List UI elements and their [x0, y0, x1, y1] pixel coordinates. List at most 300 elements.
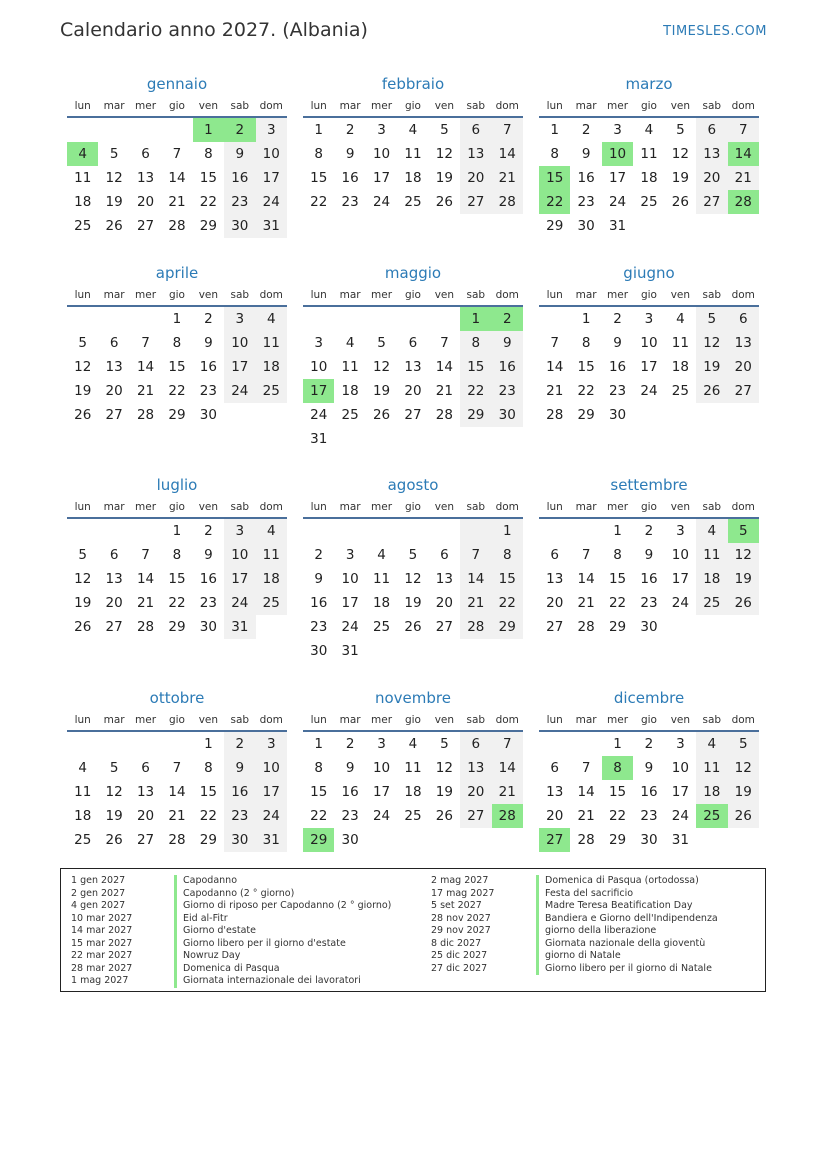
day-cell: 21 [168, 194, 186, 210]
weekday-label: sab [466, 100, 486, 112]
days-grid [303, 519, 523, 663]
day-cell: 27 [136, 218, 155, 234]
day-cell: 28 [168, 218, 186, 234]
month-name: giugno [623, 264, 675, 282]
day-cell: 12 [728, 756, 759, 780]
day-cell: 9 [345, 146, 355, 162]
weekday-label: lun [310, 714, 327, 726]
day-cell: 3 [676, 736, 685, 752]
day-cell: 3 [224, 519, 255, 543]
day-cell: 15 [492, 567, 523, 591]
day-cell: 1 [550, 122, 559, 138]
weekday-label: gio [168, 289, 185, 301]
day-cell: 20 [435, 595, 453, 611]
weekday-label: ven [434, 289, 455, 301]
day-cell: 30 [640, 832, 658, 848]
day-cell: 23 [577, 194, 595, 210]
day-cell: 21 [136, 595, 155, 611]
day-cell: 6 [460, 118, 491, 142]
day-cell: 21 [728, 166, 759, 190]
empty-cell [539, 307, 570, 331]
empty-cell [460, 519, 491, 543]
day-cell: 10 [224, 331, 255, 355]
holiday-date: 2 mag 2027 [431, 875, 489, 886]
day-cell: 2 [204, 311, 213, 327]
day-cell: 16 [224, 166, 255, 190]
day-cell: 29 [168, 619, 186, 635]
day-cell: 13 [105, 571, 123, 587]
day-cell: 29 [199, 832, 217, 848]
day-cell: 20 [546, 595, 564, 611]
day-cell: 29 [492, 615, 523, 639]
day-cell: 29 [577, 407, 595, 423]
day-cell: 17 [341, 595, 359, 611]
day-cell: 7 [728, 118, 759, 142]
day-cell: 27 [404, 407, 422, 423]
day-cell: 9 [492, 331, 523, 355]
day-cell: 8 [204, 760, 213, 776]
day-cell: 31 [341, 643, 359, 659]
holiday-name: Festa del sacrificio [536, 888, 633, 901]
day-cell: 3 [256, 732, 287, 756]
month-marzo [539, 72, 759, 238]
day-cell: 27 [105, 407, 123, 423]
weekday-label: gio [640, 289, 657, 301]
day-cell: 21 [168, 808, 186, 824]
day-cell: 15 [608, 784, 627, 800]
empty-cell [539, 732, 570, 756]
day-cell: 20 [728, 355, 759, 379]
day-cell: 29 [199, 218, 217, 234]
empty-cell [130, 118, 161, 142]
day-cell: 4 [408, 736, 418, 752]
day-cell: 25 [256, 379, 287, 403]
day-cell: 30 [310, 643, 328, 659]
day-cell: 6 [141, 146, 150, 162]
holiday-date: 8 dic 2027 [431, 937, 482, 949]
weekday-label: ven [670, 501, 691, 513]
day-cell: 6 [696, 118, 727, 142]
day-cell: 23 [224, 190, 255, 214]
day-cell: 10 [671, 547, 689, 563]
day-cell: 18 [341, 383, 359, 399]
day-cell: 12 [671, 146, 689, 162]
empty-cell [366, 307, 397, 331]
holiday-date: 10 mar 2027 [71, 912, 133, 924]
days-grid [303, 118, 523, 214]
weekday-label: lun [546, 100, 563, 112]
empty-cell [334, 307, 365, 331]
day-cell: 30 [608, 407, 627, 423]
day-cell: 1 [492, 519, 523, 543]
day-cell: 13 [136, 170, 155, 186]
day-cell: 21 [546, 383, 564, 399]
day-cell: 15 [608, 571, 627, 587]
empty-cell [67, 307, 98, 331]
day-cell: 3 [256, 118, 287, 142]
day-cell: 2 [224, 732, 255, 756]
weekday-label: sab [230, 501, 250, 513]
day-cell: 23 [341, 194, 359, 210]
day-cell: 11 [74, 170, 92, 186]
holiday-name: Bandiera e Giorno dell'Indipendenza [536, 913, 718, 926]
day-cell: 12 [74, 571, 92, 587]
weekday-header [67, 710, 287, 732]
day-cell: 24 [341, 619, 359, 635]
day-cell: 5 [408, 547, 418, 563]
day-cell: 4 [377, 547, 386, 563]
weekday-label: dom [259, 289, 283, 301]
day-cell: 20 [460, 166, 491, 190]
day-cell: 6 [460, 732, 491, 756]
weekday-label: dom [731, 501, 755, 513]
day-cell: 12 [105, 170, 123, 186]
day-cell: 15 [577, 359, 595, 375]
month-name: agosto [387, 476, 439, 494]
day-cell: 8 [172, 547, 182, 563]
day-cell: 15 [199, 170, 217, 186]
day-cell: 27 [460, 190, 491, 214]
empty-cell [161, 118, 192, 142]
weekday-label: lun [310, 100, 327, 112]
day-cell: 15 [460, 355, 491, 379]
weekday-label: lun [74, 100, 91, 112]
day-cell: 5 [440, 122, 449, 138]
day-cell: 31 [310, 431, 328, 447]
day-cell: 31 [256, 214, 287, 238]
day-cell: 12 [404, 571, 422, 587]
day-cell: 12 [105, 784, 123, 800]
day-cell: 3 [224, 307, 255, 331]
day-cell: 20 [546, 808, 564, 824]
day-cell: 22 [608, 808, 627, 824]
weekday-label: lun [74, 501, 91, 513]
day-cell: 26 [728, 804, 759, 828]
day-cell: 27 [136, 832, 155, 848]
day-cell: 8 [460, 331, 491, 355]
empty-cell [303, 519, 334, 543]
weekday-label: sab [466, 501, 486, 513]
day-cell: 12 [372, 359, 391, 375]
day-cell: 22 [168, 595, 186, 611]
holiday-day-cell: 29 [303, 828, 334, 852]
holiday-name: Domenica di Pasqua (ortodossa) [536, 875, 699, 888]
weekday-label: gio [640, 100, 657, 112]
day-cell: 7 [172, 146, 182, 162]
weekday-label: dom [495, 714, 519, 726]
empty-cell [130, 732, 161, 756]
day-cell: 31 [608, 218, 627, 234]
weekday-label: sab [466, 714, 486, 726]
weekday-label: mar [339, 501, 361, 513]
day-cell: 9 [224, 142, 255, 166]
day-cell: 14 [492, 756, 523, 780]
day-cell: 29 [546, 218, 564, 234]
day-cell: 17 [256, 166, 287, 190]
day-cell: 14 [168, 784, 186, 800]
empty-cell [67, 118, 98, 142]
day-cell: 2 [204, 523, 213, 539]
weekday-label: mer [135, 501, 157, 513]
day-cell: 23 [310, 619, 328, 635]
day-cell: 22 [492, 591, 523, 615]
holiday-day-cell: 1 [460, 307, 491, 331]
day-cell: 24 [224, 379, 255, 403]
day-cell: 26 [105, 832, 123, 848]
day-cell: 9 [345, 760, 355, 776]
weekday-label: lun [546, 289, 563, 301]
day-cell: 8 [550, 146, 559, 162]
day-cell: 9 [581, 146, 591, 162]
day-cell: 22 [310, 194, 328, 210]
weekday-label: mar [575, 714, 597, 726]
holiday-name: Capodanno (2 ° giorno) [174, 888, 294, 901]
day-cell: 9 [644, 760, 654, 776]
weekday-label: ven [670, 289, 691, 301]
day-cell: 3 [314, 335, 323, 351]
day-cell: 9 [204, 547, 213, 563]
weekday-header [67, 285, 287, 307]
weekday-label: sab [230, 714, 250, 726]
days-grid [67, 118, 287, 238]
day-cell: 28 [136, 619, 155, 635]
weekday-header [303, 285, 523, 307]
month-novembre [303, 686, 523, 852]
weekday-header [67, 497, 287, 519]
holiday-day-cell: 10 [602, 142, 633, 166]
holiday-day-cell: 17 [303, 379, 334, 403]
day-cell: 7 [581, 760, 591, 776]
day-cell: 27 [546, 619, 564, 635]
day-cell: 16 [608, 359, 627, 375]
weekday-label: mer [371, 100, 393, 112]
day-cell: 2 [613, 311, 622, 327]
day-cell: 17 [372, 170, 391, 186]
day-cell: 24 [256, 804, 287, 828]
day-cell: 4 [644, 122, 654, 138]
day-cell: 18 [256, 567, 287, 591]
day-cell: 23 [199, 595, 217, 611]
day-cell: 5 [676, 122, 685, 138]
day-cell: 4 [696, 519, 727, 543]
day-cell: 10 [372, 760, 391, 776]
weekday-label: dom [259, 100, 283, 112]
day-cell: 17 [671, 571, 689, 587]
holiday-day-cell: 25 [696, 804, 727, 828]
empty-cell [334, 519, 365, 543]
day-cell: 18 [404, 170, 422, 186]
month-luglio [67, 473, 287, 639]
day-cell: 10 [671, 760, 689, 776]
holiday-day-cell: 27 [539, 828, 570, 852]
empty-cell [397, 307, 428, 331]
weekday-label: lun [74, 714, 91, 726]
day-cell: 19 [372, 383, 391, 399]
day-cell: 5 [109, 146, 119, 162]
day-cell: 4 [408, 122, 418, 138]
weekday-label: mer [371, 714, 393, 726]
weekday-label: lun [546, 501, 563, 513]
day-cell: 24 [671, 595, 689, 611]
day-cell: 11 [74, 784, 92, 800]
day-cell: 24 [224, 591, 255, 615]
weekday-header [303, 96, 523, 118]
day-cell: 28 [168, 832, 186, 848]
day-cell: 5 [377, 335, 386, 351]
weekday-label: gio [404, 100, 421, 112]
weekday-label: sab [702, 501, 722, 513]
day-cell: 22 [199, 194, 217, 210]
day-cell: 3 [644, 311, 654, 327]
weekday-label: mar [103, 289, 125, 301]
weekday-label: mar [575, 100, 597, 112]
month-maggio [303, 261, 523, 451]
holiday-name: Giorno libero per il giorno di Natale [536, 963, 712, 976]
day-cell: 24 [372, 194, 391, 210]
day-cell: 21 [435, 383, 453, 399]
empty-cell [397, 519, 428, 543]
weekday-label: sab [230, 289, 250, 301]
day-cell: 26 [74, 407, 92, 423]
day-cell: 21 [492, 166, 523, 190]
day-cell: 10 [640, 335, 658, 351]
day-cell: 14 [577, 571, 595, 587]
day-cell: 17 [224, 355, 255, 379]
day-cell: 10 [341, 571, 359, 587]
days-grid [67, 307, 287, 427]
days-grid [539, 519, 759, 639]
weekday-label: ven [198, 714, 219, 726]
holiday-day-cell: 5 [728, 519, 759, 543]
day-cell: 14 [136, 359, 155, 375]
day-cell: 3 [676, 523, 685, 539]
weekday-label: mar [575, 501, 597, 513]
day-cell: 1 [613, 523, 622, 539]
weekday-label: gio [404, 714, 421, 726]
holiday-name: Giornata internazionale dei lavoratori [174, 975, 361, 988]
day-cell: 11 [671, 335, 689, 351]
day-cell: 18 [256, 355, 287, 379]
day-cell: 20 [404, 383, 422, 399]
day-cell: 20 [136, 808, 155, 824]
day-cell: 23 [608, 383, 627, 399]
day-cell: 13 [136, 784, 155, 800]
day-cell: 8 [581, 335, 591, 351]
empty-cell [570, 732, 601, 756]
day-cell: 22 [199, 808, 217, 824]
day-cell: 23 [224, 804, 255, 828]
holiday-day-cell: 8 [602, 756, 633, 780]
day-cell: 13 [546, 571, 564, 587]
month-febbraio [303, 72, 523, 214]
day-cell: 13 [435, 571, 453, 587]
day-cell: 1 [581, 311, 591, 327]
day-cell: 7 [492, 732, 523, 756]
weekday-label: sab [702, 714, 722, 726]
day-cell: 23 [640, 595, 658, 611]
day-cell: 26 [74, 619, 92, 635]
day-cell: 27 [435, 619, 453, 635]
day-cell: 11 [404, 760, 422, 776]
holiday-name: giorno di Natale [536, 950, 621, 963]
holiday-day-cell: 4 [67, 142, 98, 166]
day-cell: 17 [372, 784, 391, 800]
month-name: aprile [155, 264, 199, 282]
day-cell: 29 [608, 619, 627, 635]
day-cell: 25 [404, 808, 422, 824]
weekday-label: ven [434, 100, 455, 112]
weekday-label: gio [640, 501, 657, 513]
weekday-header [539, 497, 759, 519]
weekday-label: lun [310, 289, 327, 301]
day-cell: 21 [460, 591, 491, 615]
day-cell: 27 [105, 619, 123, 635]
weekday-label: sab [466, 289, 486, 301]
day-cell: 19 [105, 194, 123, 210]
day-cell: 9 [314, 571, 323, 587]
holiday-day-cell: 14 [728, 142, 759, 166]
day-cell: 23 [492, 379, 523, 403]
holiday-legend [60, 868, 766, 992]
weekday-label: dom [259, 714, 283, 726]
day-cell: 19 [74, 383, 92, 399]
day-cell: 30 [640, 619, 658, 635]
month-name: marzo [625, 75, 673, 93]
day-cell: 7 [141, 547, 150, 563]
day-cell: 11 [256, 543, 287, 567]
holiday-day-cell: 1 [193, 118, 224, 142]
empty-cell [366, 519, 397, 543]
day-cell: 22 [168, 383, 186, 399]
weekday-label: mar [103, 714, 125, 726]
day-cell: 25 [640, 194, 658, 210]
month-name: dicembre [613, 689, 685, 707]
day-cell: 13 [696, 142, 727, 166]
weekday-label: mer [607, 714, 629, 726]
day-cell: 11 [372, 571, 391, 587]
day-cell: 8 [314, 760, 323, 776]
day-cell: 28 [460, 615, 491, 639]
weekday-label: dom [495, 501, 519, 513]
day-cell: 1 [314, 736, 323, 752]
weekday-label: mar [339, 100, 361, 112]
day-cell: 5 [440, 736, 449, 752]
day-cell: 15 [310, 170, 328, 186]
weekday-label: mer [135, 714, 157, 726]
month-name: febbraio [381, 75, 445, 93]
day-cell: 16 [199, 359, 217, 375]
day-cell: 25 [74, 218, 92, 234]
day-cell: 25 [671, 383, 689, 399]
holiday-date: 25 dic 2027 [431, 950, 488, 961]
day-cell: 26 [728, 591, 759, 615]
holiday-date: 27 dic 2027 [431, 962, 488, 974]
empty-cell [98, 732, 129, 756]
days-grid [67, 732, 287, 852]
day-cell: 28 [546, 407, 564, 423]
brand-link[interactable]: TIMESLES.COM [663, 24, 767, 39]
day-cell: 30 [577, 218, 595, 234]
weekday-label: ven [434, 714, 455, 726]
day-cell: 25 [74, 832, 92, 848]
weekday-label: gio [168, 501, 185, 513]
holiday-date: 22 mar 2027 [71, 950, 133, 961]
day-cell: 19 [74, 595, 92, 611]
day-cell: 6 [408, 335, 418, 351]
day-cell: 30 [224, 214, 255, 238]
day-cell: 18 [640, 170, 658, 186]
day-cell: 9 [204, 335, 213, 351]
